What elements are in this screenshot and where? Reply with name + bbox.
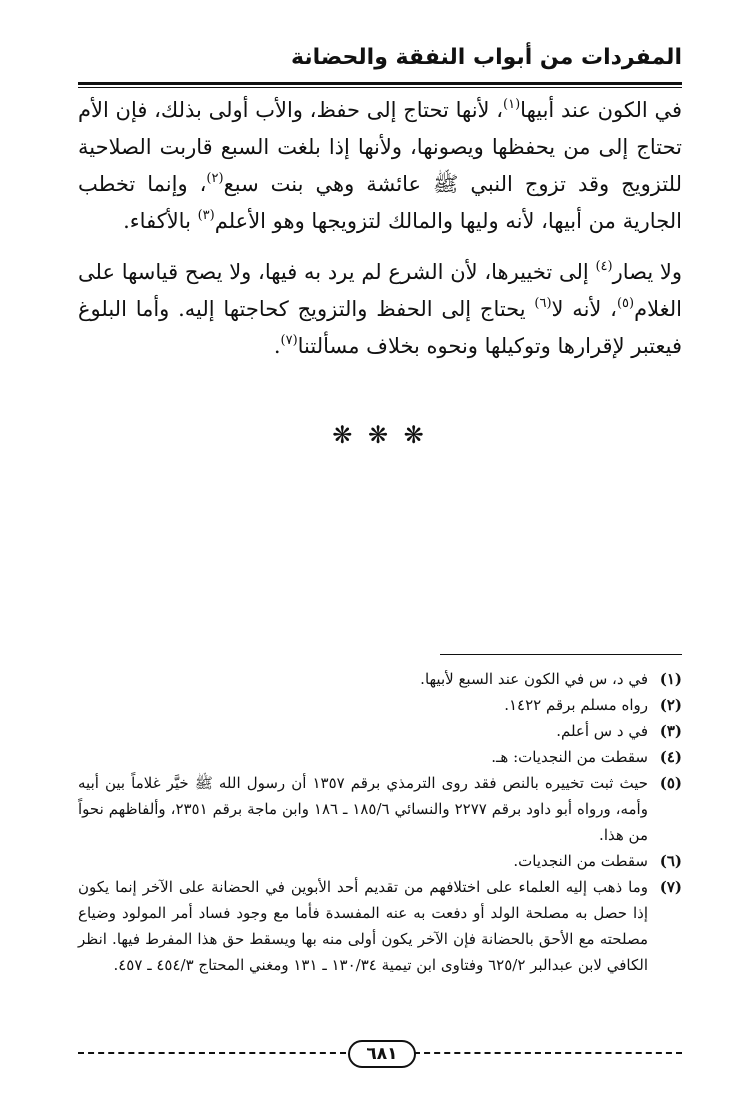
header-rule-thin [78, 87, 682, 88]
footnote-rule [440, 654, 682, 655]
paragraph-2: ولا يصار$^{(٤)}$ إلى تخييرها، لأن الشرع لم يرد به فيها، ولا يصح قياسها على الغلام$^{(٥)}$، لأنه لا$^{(٦)}$ يحتاج إلى الحفظ والتزويج كحاجتها إليه. وأما البلوغ فيعتبر لإقرارها وتوكيلها ونحوه بخلاف مسألتنا$^{(٧)}$. [78, 259, 683, 358]
footnote-ref-7[interactable]: (٧) [280, 333, 298, 348]
footnote-text: سقطت من النجديات. [513, 852, 648, 870]
footnote-text: حيث ثبت تخييره بالنص فقد روى الترمذي برقم ١٣٥٧ أن رسول الله ﷺ خيَّر غلاماً بين أبيه وأمه، ورواه أبو داود برقم ٢٢٧٧ والنسائي ١٨٥/٦ ـ ١٨٦ وابن ماجة برقم ٢٣٥١، وألفاظهم نحواً من هذا. [78, 774, 648, 844]
footnote-text: رواه مسلم برقم ١٤٢٢. [504, 696, 648, 714]
paragraph-1: في الكون عند أبيها$^{(١)}$، لأنها تحتاج إلى حفظ، والأب أولى بذلك، فإن الأم تحتاج إلى من يحفظها ويصونها، ولأنها إذا بلغت السبع قاربت الصلاحية للتزويج وقد تزوج النبي ﷺ عائشة وهي بنت سبع$^{(٢)}$، وإنما تخطب الجارية من أبيها، لأنه وليها والمالك لتزويجها وهو الأعلم$^{(٣)}$ بالأكفاء. [78, 97, 682, 233]
footnote-ref-6[interactable]: (٦) [534, 296, 552, 311]
footnote-ref-1[interactable]: (١) [503, 97, 521, 112]
section-separator-stars: ❋ ❋ ❋ [332, 421, 428, 449]
footnote-text: وما ذهب إليه العلماء على اختلافهم من تقديم أحد الأبوين في الحضانة على الآخر إنما يكون إذا حصل به مصلحة الولد أو دفعت به عنه المفسدة فأما مع وجود فساد أمر المولود وضياع مصلحته مع الأحق بالحضانة فإن الآخر يكون أولى منه بها ويسقط حق هذا المفرط فيها. انظر الكافي لابن عبدالبر ٦٢٥/٢ وفتاوى ابن تيمية ١٣٠/٣٤ ـ ١٣١ ومغني المحتاج ٤٥٤/٣ ـ ٤٥٧. [78, 878, 648, 974]
footnote-text: سقطت من النجديات: هـ. [491, 748, 648, 766]
footnote-ref-2[interactable]: (٢) [206, 171, 224, 186]
footnote-number: (٧) [659, 878, 682, 896]
footnotes-list [78, 666, 682, 978]
footnote-item [78, 874, 682, 978]
footer-dashed-rule-left [78, 1052, 346, 1054]
main-text [78, 92, 682, 365]
footnote-number: (٦) [659, 852, 682, 870]
footnote-number: (٢) [659, 696, 682, 714]
footnote-item [78, 744, 682, 770]
footnote-item [78, 770, 682, 848]
page-number: ٦٨١ [348, 1040, 416, 1068]
footnote-item [78, 666, 682, 692]
footnote-ref-4[interactable]: (٤) [595, 259, 613, 274]
footnote-number: (٤) [659, 748, 682, 766]
footnote-item [78, 718, 682, 744]
running-head: المفردات من أبواب النفقة والحضانة [291, 45, 682, 70]
footer-dashed-rule-right [414, 1052, 682, 1054]
footnote-ref-5[interactable]: (٥) [616, 296, 635, 311]
footnote-number: (٣) [659, 722, 682, 740]
footnote-text: في د س أعلم. [556, 722, 648, 740]
page-footer [78, 1038, 682, 1068]
footnote-ref-3[interactable]: (٣) [197, 208, 215, 223]
footnote-item [78, 692, 682, 718]
footnote-number: (٥) [659, 774, 682, 792]
footnote-text: في د، س في الكون عند السبع لأبيها. [420, 670, 648, 688]
footnote-number: (١) [659, 670, 682, 688]
header-rule [78, 82, 682, 85]
footnote-item [78, 848, 682, 874]
